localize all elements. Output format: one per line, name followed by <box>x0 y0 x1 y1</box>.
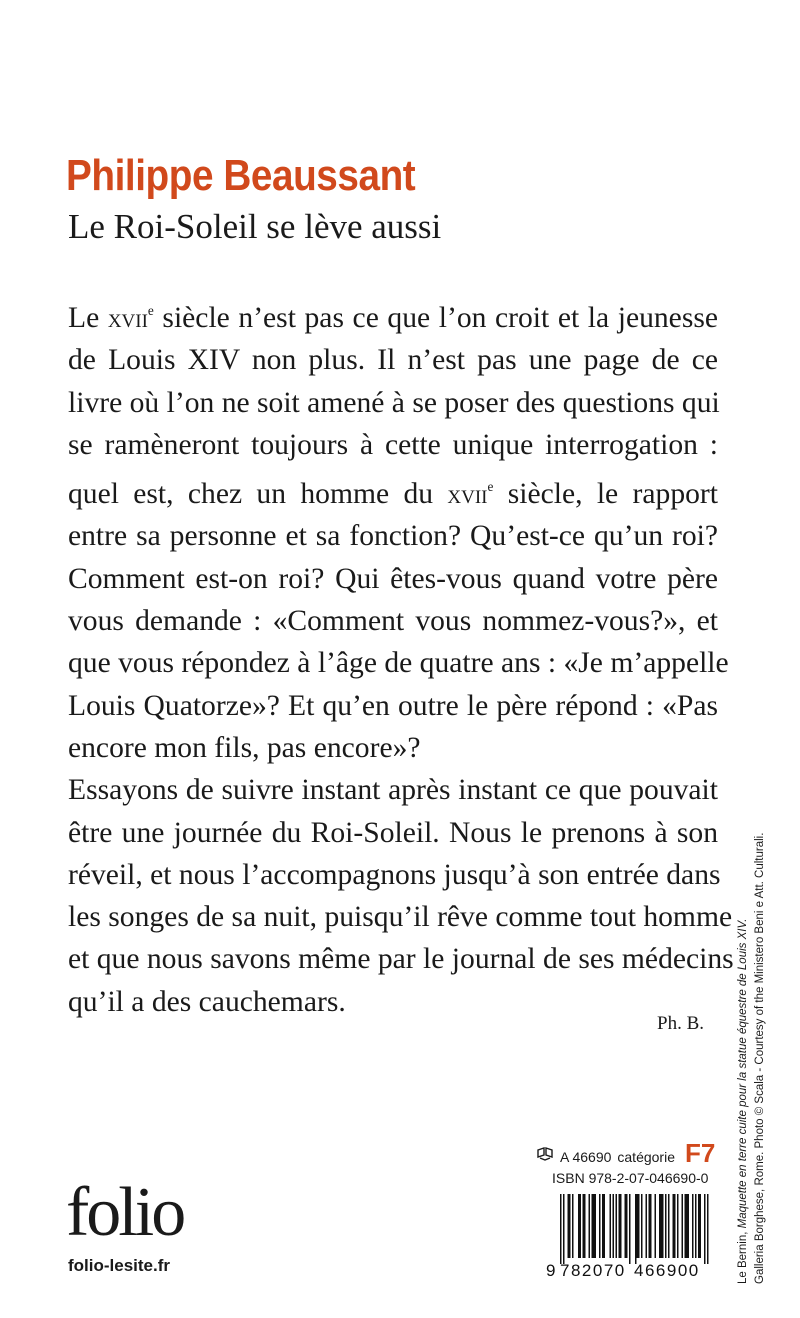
barcode-bar <box>698 1194 700 1258</box>
blurb-text: siècle, le rapport <box>493 478 718 511</box>
barcode-bar <box>692 1194 694 1258</box>
barcode-bar <box>665 1194 667 1258</box>
blurb-line <box>68 424 718 466</box>
cover-image-credit <box>735 696 783 1284</box>
blurb-line <box>68 812 718 854</box>
blurb-text: et que nous savons même par le journal de ses médecins <box>68 943 734 976</box>
barcode-bar <box>568 1194 570 1258</box>
blurb-text: que vous répondez à l’âge de quatre ans : «Je m’appelle <box>68 647 729 680</box>
barcode-bar <box>620 1194 622 1258</box>
blurb-line <box>68 981 718 1023</box>
barcode-bar <box>580 1194 582 1258</box>
barcode-bar <box>572 1194 574 1258</box>
blurb-line <box>68 685 718 727</box>
blurb-line <box>68 896 733 938</box>
superscript: e <box>147 303 154 318</box>
barcode-bar <box>569 1194 571 1258</box>
barcode-bar <box>655 1194 657 1258</box>
author-name: Philippe Beaussant <box>66 151 416 200</box>
blurb-line <box>68 600 718 642</box>
category-label: catégorie <box>617 1149 675 1165</box>
catalog-code: A 46690 <box>560 1149 612 1165</box>
barcode-bar <box>589 1194 591 1258</box>
isbn: ISBN 978-2-07-046690-0 <box>552 1170 709 1186</box>
barcode-bar <box>662 1194 664 1258</box>
blurb-line <box>68 382 718 424</box>
catalog-info <box>536 1138 715 1169</box>
gallimard-books-icon <box>536 1146 554 1162</box>
barcode-bar <box>674 1194 676 1258</box>
blurb-line <box>68 290 718 339</box>
superscript: e <box>487 479 494 495</box>
blurb-text: Louis Quatorze»? Et qu’en outre le père répond : «Pas <box>68 689 718 722</box>
barcode-bar <box>641 1194 643 1258</box>
blurb-text: de Louis XIV non plus. Il n’est pas une page de ce <box>68 344 718 377</box>
book-title: Le Roi-Soleil se lève aussi <box>68 207 442 246</box>
blurb-text: vous demande : «Comment vous nommez-vous?», et <box>68 605 718 638</box>
blurb-text: encore mon fils, pas encore»? <box>68 731 421 764</box>
barcode-bar <box>602 1194 604 1258</box>
barcode-bar <box>578 1194 580 1258</box>
blurb-text: quel est, chez un homme du <box>68 478 448 511</box>
barcode-bar <box>592 1194 594 1258</box>
barcode-bar <box>677 1194 679 1258</box>
barcode-bar <box>595 1194 597 1258</box>
blurb-text: qu’il a des cauchemars. <box>68 985 346 1018</box>
barcode-bar <box>610 1194 612 1258</box>
barcode-bar <box>583 1194 585 1258</box>
blurb-text: Le <box>68 301 108 334</box>
folio-logo: folio <box>66 1174 184 1251</box>
barcode-bar <box>686 1194 688 1258</box>
barcode-bar <box>661 1194 663 1258</box>
barcode-bar <box>635 1194 637 1264</box>
barcode-digits-right: 466900 <box>634 1261 700 1278</box>
barcode-bar <box>560 1194 562 1264</box>
blurb-line <box>68 339 718 381</box>
blurb-line <box>68 642 729 684</box>
blurb-line <box>68 466 718 515</box>
barcode-bar <box>637 1194 639 1258</box>
barcode-bar <box>638 1194 640 1258</box>
category-code: F7 <box>684 1138 716 1168</box>
barcode-bar <box>626 1194 628 1258</box>
barcode-bar <box>700 1194 702 1258</box>
barcode-bar <box>619 1194 621 1258</box>
blurb-text: siècle n’est pas ce que l’on croit et la jeunesse <box>153 301 718 334</box>
barcode-bar <box>704 1194 706 1264</box>
barcode-bar <box>682 1194 684 1258</box>
blurb-text: Comment est-on roi? Qui êtes-vous quand votre père <box>68 562 718 595</box>
barcode-bar <box>695 1194 697 1258</box>
blurb-text: livre où l’on ne soit amené à se poser des questions qui <box>68 386 720 419</box>
blurb-text: se ramèneront toujours à cette unique interrogation : <box>68 428 718 461</box>
barcode-bar <box>613 1194 615 1258</box>
blurb-text: réveil, et nous l’accompagnons jusqu’à son entrée dans <box>68 858 721 891</box>
barcode-bar <box>646 1194 648 1258</box>
barcode-bar <box>625 1194 627 1258</box>
barcode-digits-left: 782070 <box>560 1261 626 1278</box>
barcode-bar <box>616 1194 618 1258</box>
blurb-text: être une journée du Roi-Soleil. Nous le prenons à son <box>68 816 718 849</box>
barcode-bar <box>650 1194 652 1258</box>
blurb-text: Essayons de suivre instant après instant ce que pouvait <box>68 774 718 807</box>
century-numeral: xvii <box>447 479 488 510</box>
barcode-digit-first: 9 <box>546 1261 556 1278</box>
barcode-bar <box>599 1194 601 1258</box>
barcode-bar <box>593 1194 595 1258</box>
barcode-bar <box>685 1194 687 1258</box>
credit-line-2: Galleria Borghese, Rome. Photo © Scala - Courtesy of the Ministero Beni e Att. Culturali. <box>754 832 766 1284</box>
blurb-line <box>68 727 718 769</box>
publisher-website[interactable]: folio-lesite.fr <box>68 1256 171 1275</box>
blurb-line <box>68 938 734 980</box>
blurb-line <box>68 558 718 600</box>
blurb-line <box>68 769 718 811</box>
barcode-bar <box>563 1194 565 1264</box>
barcode-bar <box>649 1194 651 1258</box>
blurb-line <box>68 515 718 557</box>
barcode-bar <box>707 1194 709 1264</box>
century-numeral: xvii <box>107 302 148 333</box>
barcode-bar <box>668 1194 670 1258</box>
barcode-bar <box>584 1194 586 1258</box>
barcode <box>546 1192 710 1278</box>
barcode-bar <box>673 1194 675 1258</box>
signature: Ph. B. <box>657 1013 704 1034</box>
blurb-text: les songes de sa nuit, puisqu’il rêve comme tout homme <box>68 901 733 934</box>
barcode-bar <box>659 1194 661 1258</box>
back-cover-blurb <box>68 290 734 1023</box>
blurb-line <box>68 854 721 896</box>
blurb-text: entre sa personne et sa fonction? Qu’est-ce qu’un roi? <box>68 520 718 553</box>
barcode-bar <box>604 1194 606 1258</box>
barcode-bar <box>629 1194 631 1264</box>
barcode-bar <box>688 1194 690 1258</box>
credit-line-1: Le Bernin, Maquette en terre cuite pour la statue équestre de Louis XIV. <box>737 918 749 1284</box>
